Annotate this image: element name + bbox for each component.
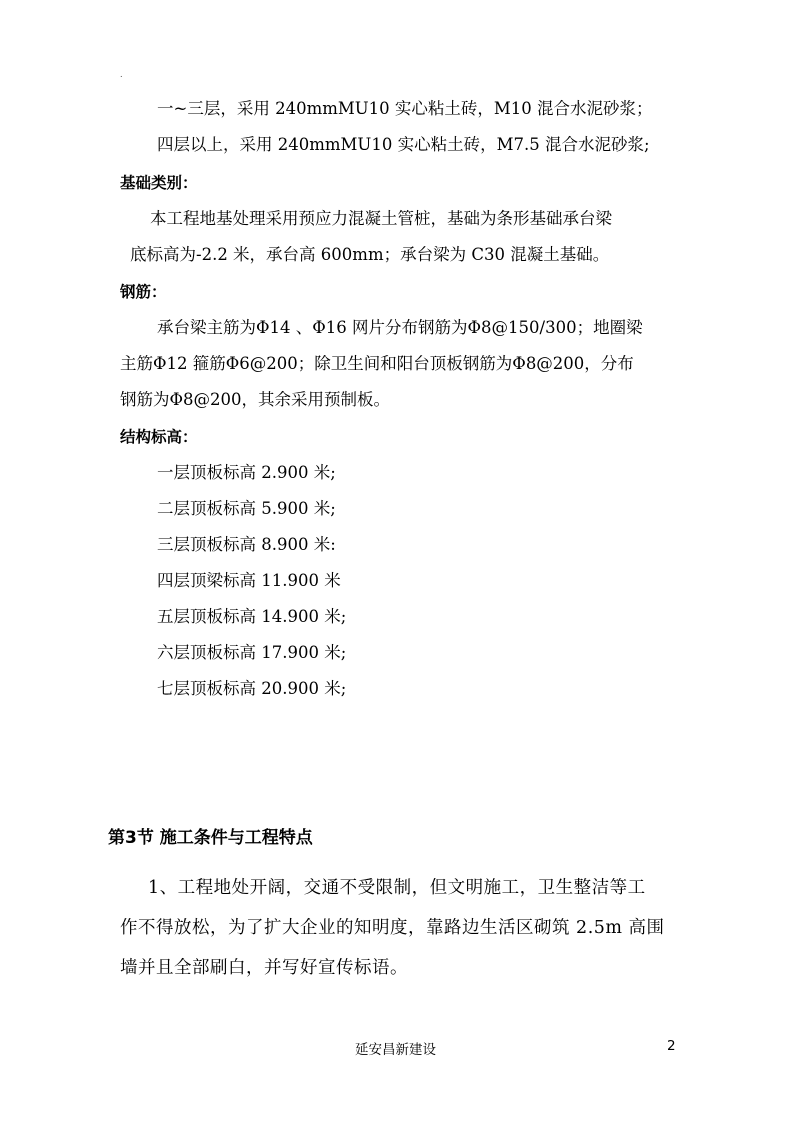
text-line-rebar-1: 承台梁主筋为Φ14 、Φ16 网片分布钢筋为Φ8@150/300；地圈梁: [157, 318, 643, 337]
text-line-site-2: 作不得放松，为了扩大企业的知明度，靠路边生活区砌筑 2.5m 高围: [120, 918, 665, 938]
text-line-rebar-2: 主筋Φ12 箍筋Φ6@200；除卫生间和阳台顶板钢筋为Φ8@200，分布: [120, 354, 634, 373]
text-line-site-1: 1、工程地处开阔，交通不受限制，但文明施工，卫生整洁等工: [148, 878, 646, 898]
elevation-line: 二层顶板标高 5.900 米;: [157, 499, 336, 518]
elevation-line: 三层顶板标高 8.900 米:: [157, 535, 336, 554]
text-line-foundation-1: 本工程地基处理采用预应力混凝土管桩，基础为条形基础承台梁: [150, 209, 612, 228]
page-number: 2: [667, 1038, 676, 1054]
text-line-rebar-3: 钢筋为Φ8@200，其余采用预制板。: [120, 390, 391, 409]
text-line-foundation-2: 底标高为-2.2 米，承台高 600mm；承台梁为 C30 混凝土基础。: [130, 245, 610, 264]
elevation-line: 五层顶板标高 14.900 米;: [157, 607, 347, 626]
heading-foundation-type: 基础类别：: [120, 174, 198, 192]
elevation-line: 四层顶梁标高 11.900 米: [157, 571, 341, 590]
elevation-line: 七层顶板标高 20.900 米;: [157, 679, 347, 698]
heading-reinforcement: 钢筋：: [120, 283, 167, 301]
heading-structural-elevation: 结构标高：: [120, 428, 198, 446]
footer-company: 延安昌新建设: [355, 1042, 436, 1058]
corner-mark: .: [120, 70, 123, 79]
section-title: 第3节 施工条件与工程特点: [108, 828, 313, 848]
text-line-masonry-4-up: 四层以上，采用 240mmMU10 实心粘土砖，M7.5 混合水泥砂浆;: [157, 135, 650, 154]
elevation-line: 六层顶板标高 17.900 米;: [157, 643, 347, 662]
text-line-site-3: 墙并且全部刷白，并写好宣传标语。: [120, 958, 408, 978]
text-line-masonry-1-3: 一~三层，采用 240mmMU10 实心粘土砖，M10 混合水泥砂浆；: [157, 99, 653, 118]
elevation-line: 一层顶板标高 2.900 米;: [157, 463, 336, 482]
